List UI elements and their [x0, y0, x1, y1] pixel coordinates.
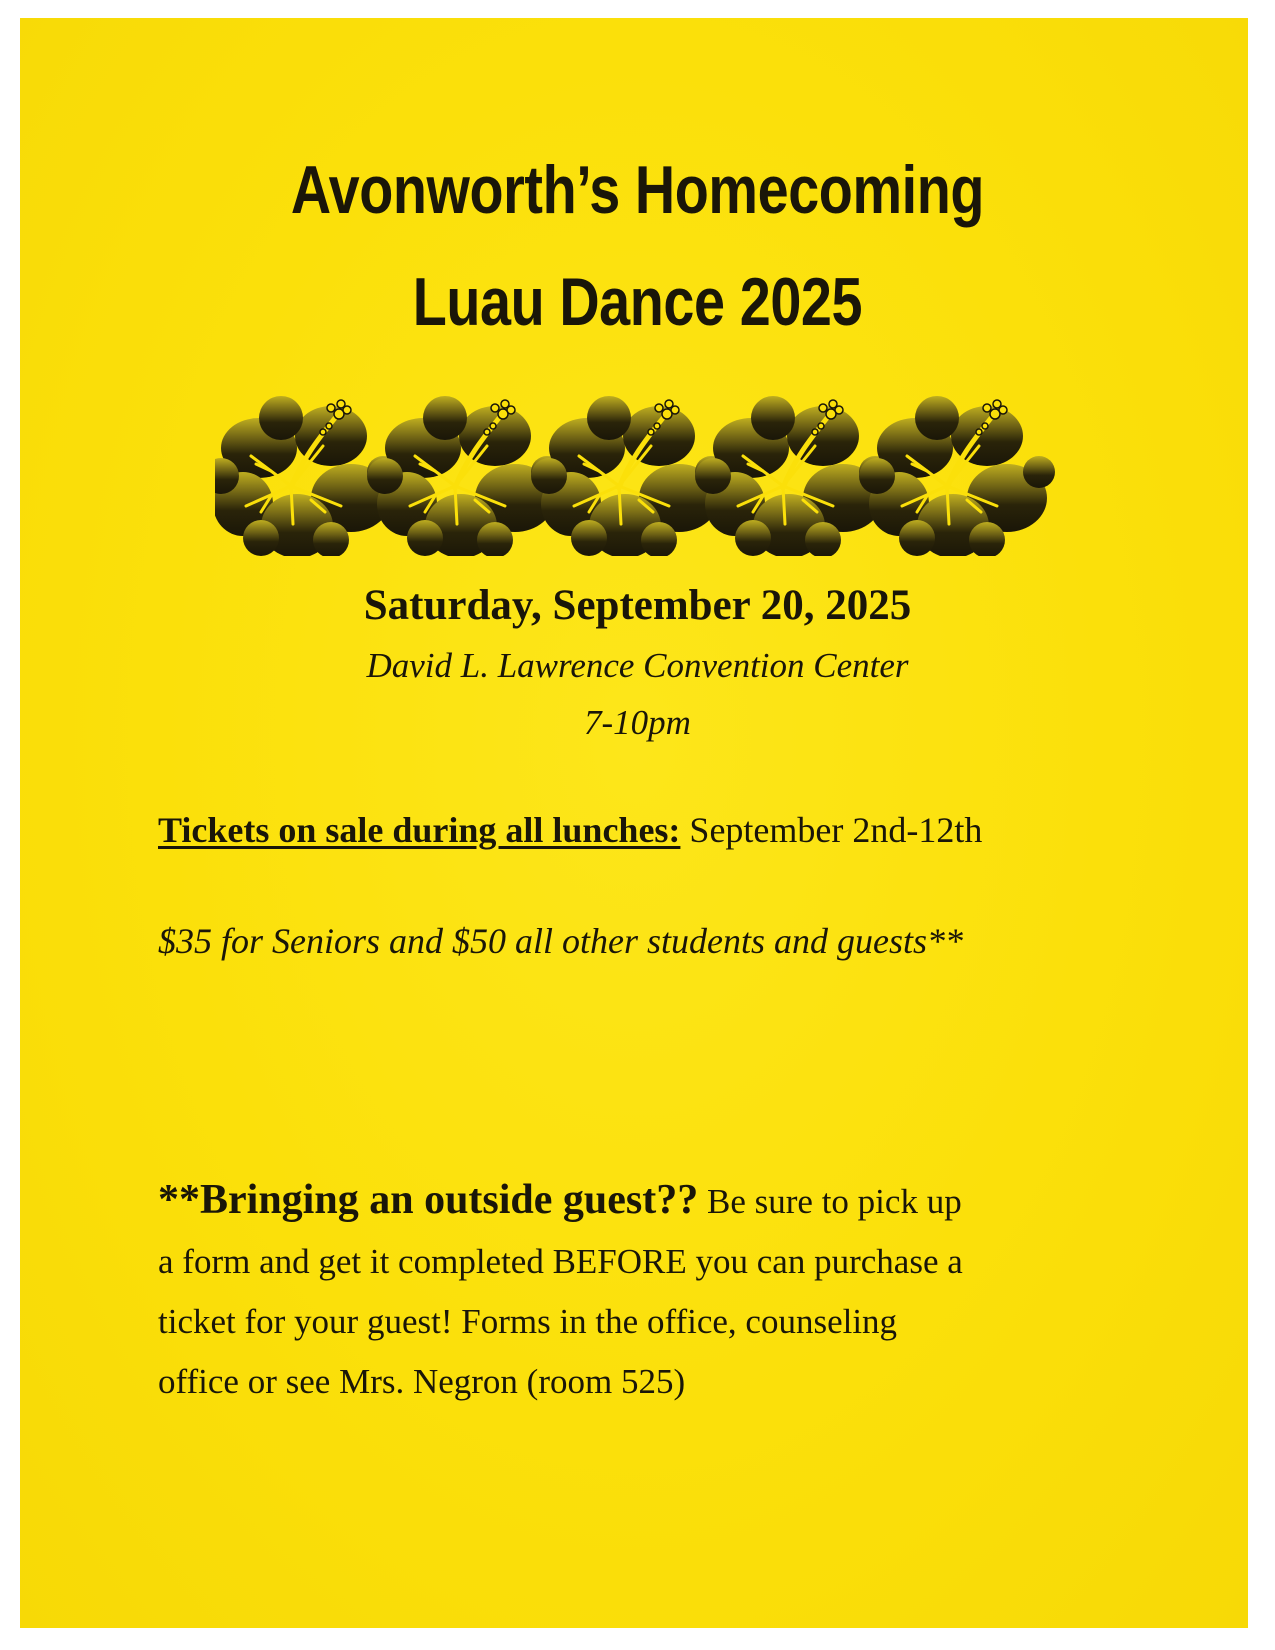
- hibiscus-row: [215, 386, 1075, 556]
- hibiscus-icon: [859, 396, 1055, 556]
- guest-note-line-3: ticket for your guest! Forms in the office, counseling: [158, 1302, 898, 1341]
- flyer-title-line-1: Avonworth’s Homecoming: [290, 152, 985, 228]
- event-time: 7-10pm: [584, 703, 691, 742]
- event-date: Saturday, September 20, 2025: [363, 582, 912, 629]
- ticket-sale-info: [158, 809, 982, 851]
- guest-note-line-2: a form and get it completed BEFORE you can purchase a: [158, 1242, 963, 1281]
- ticket-prices: $35 for Seniors and $50 all other students and guests**: [158, 921, 964, 961]
- ticket-sale-label: Tickets on sale during all lunches:: [158, 810, 681, 850]
- event-venue: David L. Lawrence Convention Center: [366, 646, 909, 685]
- guest-note-line-4: office or see Mrs. Negron (room 525): [158, 1362, 686, 1401]
- guest-note: [158, 1170, 1118, 1412]
- flyer-title-line-2: Luau Dance 2025: [412, 264, 863, 340]
- ticket-sale-dates: September 2nd-12th: [689, 810, 983, 850]
- guest-note-lead: **Bringing an outside guest??: [158, 1177, 699, 1223]
- guest-note-line-1: Be sure to pick up: [707, 1182, 962, 1221]
